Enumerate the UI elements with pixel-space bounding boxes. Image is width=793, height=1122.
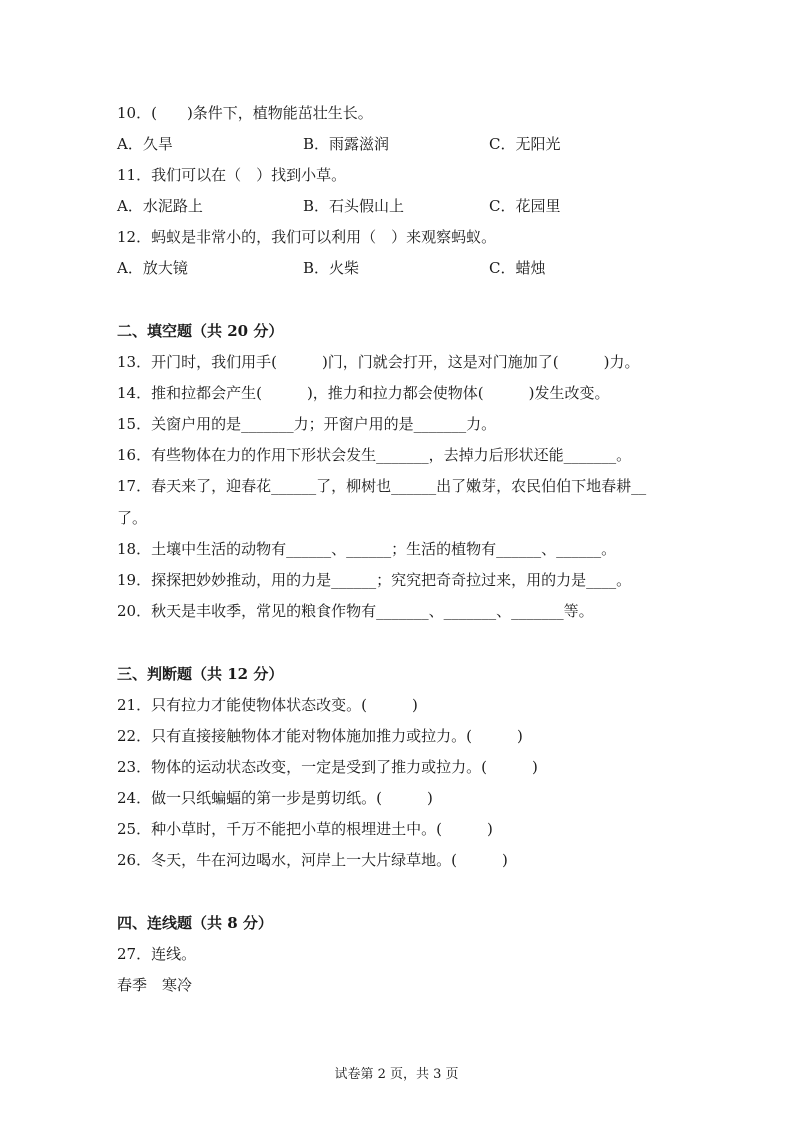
question-13: 13．开门时，我们用手( )门，门就会打开，这是对门施加了( )力。 xyxy=(117,353,640,371)
section-3-heading: 三、判断题（共 12 分） xyxy=(117,665,284,683)
question-27: 27．连线。 xyxy=(117,945,197,963)
question-17: 17．春天来了，迎春花______了，柳树也______出了嫩芽，农民伯伯下地春耕__ xyxy=(117,477,647,495)
question-12-option-c: C．蜡烛 xyxy=(489,259,546,277)
section-4-heading: 四、连线题（共 8 分） xyxy=(117,914,273,932)
question-10-option-c: C．无阳光 xyxy=(489,135,561,153)
question-16: 16．有些物体在力的作用下形状会发生_______，去掉力后形状还能_______。 xyxy=(117,446,632,464)
question-11-option-b: B．石头假山上 xyxy=(303,197,405,215)
question-15: 15．关窗户用的是_______力；开窗户用的是_______力。 xyxy=(117,415,497,433)
question-23: 23．物体的运动状态改变，一定是受到了推力或拉力。( ) xyxy=(117,758,538,776)
question-10-option-b: B．雨露滋润 xyxy=(303,135,390,153)
question-10-option-a: A．久旱 xyxy=(117,135,173,153)
question-20: 20．秋天是丰收季，常见的粮食作物有_______、_______、_______等。 xyxy=(117,602,594,620)
question-14: 14．推和拉都会产生( )，推力和拉力都会使物体( )发生改变。 xyxy=(117,384,610,402)
question-12-option-b: B．火柴 xyxy=(303,259,360,277)
matching-row: 春季 寒冷 xyxy=(117,976,193,994)
question-21: 21．只有拉力才能使物体状态改变。( ) xyxy=(117,696,418,714)
question-18: 18．土壤中生活的动物有______、______；生活的植物有______、______。 xyxy=(117,540,617,558)
question-11-option-c: C．花园里 xyxy=(489,197,561,215)
question-12-option-a: A．放大镜 xyxy=(117,259,188,277)
question-12-stem: 12．蚂蚁是非常小的，我们可以利用（ ）来观察蚂蚁。 xyxy=(117,228,497,246)
question-24: 24．做一只纸蝙蝠的第一步是剪切纸。( ) xyxy=(117,789,433,807)
question-25: 25．种小草时，千万不能把小草的根埋进土中。( ) xyxy=(117,820,493,838)
section-2-heading: 二、填空题（共 20 分） xyxy=(117,322,284,340)
page-footer: 试卷第 2 页，共 3 页 xyxy=(334,1067,459,1082)
question-19: 19．探探把妙妙推动，用的力是______；究究把奇奇拉过来，用的力是____。 xyxy=(117,571,632,589)
question-26: 26．冬天，牛在河边喝水，河岸上一大片绿草地。( ) xyxy=(117,851,508,869)
question-22: 22．只有直接接触物体才能对物体施加推力或拉力。( ) xyxy=(117,727,523,745)
question-11-stem: 11．我们可以在（ ）找到小草。 xyxy=(117,166,347,184)
question-11-option-a: A．水泥路上 xyxy=(117,197,203,215)
question-10-stem: 10．( )条件下，植物能茁壮生长。 xyxy=(117,104,373,122)
question-17-continued: 了。 xyxy=(117,509,148,527)
